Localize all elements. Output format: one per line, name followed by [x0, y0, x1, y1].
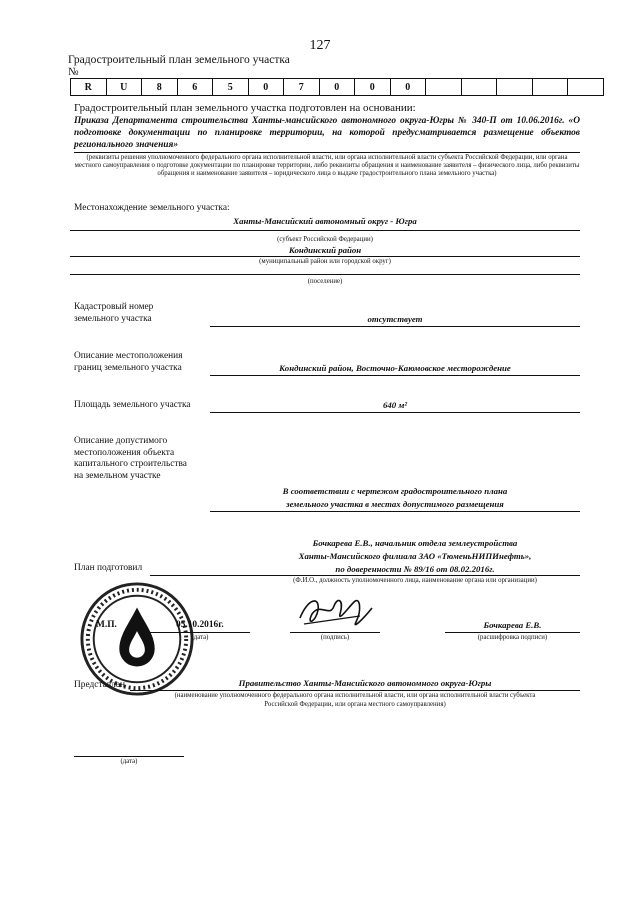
document-title: Градостроительный план земельного участка: [68, 54, 290, 66]
date-caption: (дата): [191, 634, 209, 641]
prepared-date: 05.10.2016г.: [176, 620, 224, 630]
footer-date-caption: (дата): [120, 758, 138, 765]
boundaries-label-2: границ земельного участка: [74, 363, 182, 373]
plan-code-grid: [70, 78, 604, 96]
code-cell: 5: [213, 78, 249, 96]
area-label: Площадь земельного участка: [74, 400, 191, 410]
area-value: 640 м²: [382, 400, 408, 410]
cadastral-value: отсутствует: [367, 314, 423, 324]
code-cell: [497, 78, 533, 96]
placement-label-line: на земельном участке: [74, 470, 161, 481]
placement-value-1: В соответствии с чертежом градостроительного плана: [282, 486, 508, 496]
signer-caption: (расшифровка подписи): [477, 634, 548, 641]
signer-line: [445, 632, 580, 633]
code-cell: R: [71, 78, 107, 96]
placement-label-line: капитального строительства: [74, 459, 187, 469]
settlement-caption: (поселение): [307, 278, 343, 285]
basis-text: Приказа Департамента строительства Ханты-мансийского автономного округа-Югры № 340-П от 10.06.2016г. «О подготовке документации по планировке территории, на которой предусматривается размещение объектов регионального значения»: [74, 116, 580, 150]
basis-underline: [74, 152, 580, 153]
placement-label-line: Описание допустимого: [74, 436, 168, 446]
prepared-author-2: Ханты-Мансийского филиала ЗАО «ТюменьНИПИнефть»,: [298, 551, 532, 561]
code-cell: [462, 78, 498, 96]
code-cell: [533, 78, 569, 96]
code-cell: [568, 78, 604, 96]
code-cell: 0: [249, 78, 285, 96]
basis-heading: Градостроительный план земельного участка подготовлен на основании:: [74, 102, 416, 114]
presented-caption-1: (наименование уполномоченного федерального органа исполнительной власти, или органа исполнительной власти субъекта: [174, 692, 536, 699]
signature-line: [290, 632, 380, 633]
boundaries-label-1: Описание местоположения: [74, 351, 183, 361]
code-cell: 0: [391, 78, 427, 96]
code-cell: 6: [178, 78, 214, 96]
subject-line: [70, 230, 580, 231]
placement-line: [210, 511, 580, 512]
boundaries-line: [210, 375, 580, 376]
basis-caption: (реквизиты решения уполномоченного федерального органа исполнительной власти, или органа исполнительной власти субъекта Российской Федерации, или органа местного самоуправления о подготовке документации по планировке территории, либо реквизиты обращения и наименование заявителя – физического лица, либо реквизиты обращения и наименование заявителя – юридического лица о выдаче градостроительного плана земельного участка): [74, 154, 580, 178]
placement-value-2: земельного участка в местах допустимого размещения: [286, 499, 504, 509]
code-cell: 0: [355, 78, 391, 96]
area-line: [210, 412, 580, 413]
presented-caption-2: Российской Федерации, или органа местного самоуправления): [264, 701, 446, 708]
prepared-author-caption: (Ф.И.О., должность уполномоченного лица, наименование органа или организации): [293, 577, 537, 584]
number-sign: №: [68, 66, 79, 78]
presented-value: Правительство Ханты-Мансийского автономного округа-Югры: [238, 678, 492, 688]
cadastral-label-2: земельного участка: [74, 314, 152, 324]
signer-name: Бочкарева Е.В.: [483, 620, 542, 630]
district-caption: (муниципальный район или городской округ): [259, 258, 391, 265]
stamp-mp: М.П.: [96, 620, 117, 630]
placement-label: [74, 436, 187, 482]
district-value: Кондинский район: [288, 245, 362, 255]
presented-label: Представлен: [74, 680, 125, 690]
code-cell: 7: [284, 78, 320, 96]
cadastral-label-1: Кадастровый номер: [74, 302, 154, 312]
location-label: Местонахождение земельного участка:: [74, 203, 230, 213]
cadastral-line: [210, 326, 580, 327]
subject-caption: (субъект Российской Федерации): [277, 236, 373, 243]
footer-date-line: [74, 756, 184, 757]
prepared-label: План подготовил: [74, 563, 143, 573]
page-number: 127: [309, 38, 331, 53]
handwritten-signature-icon: [290, 588, 380, 636]
boundaries-value: Кондинский район, Восточно-Каюмовское месторождение: [279, 363, 511, 373]
prepared-line: [150, 575, 580, 576]
placement-label-line: местоположения объекта: [74, 447, 175, 458]
signature-caption: (подпись): [320, 634, 350, 641]
prepared-author-1: Бочкарева Е.В., начальник отдела землеустройства: [312, 538, 518, 548]
subject-value: Ханты-Мансийский автономный округ - Югра: [233, 216, 417, 226]
code-cell: [426, 78, 462, 96]
code-cell: 8: [142, 78, 178, 96]
presented-line: [130, 690, 580, 691]
date-line: [150, 632, 250, 633]
code-cell: U: [107, 78, 143, 96]
code-cell: 0: [320, 78, 356, 96]
district-line: [70, 256, 580, 257]
settlement-line: [70, 274, 580, 275]
prepared-author-3: по доверенности № 89/16 от 08.02.2016г.: [335, 564, 495, 574]
